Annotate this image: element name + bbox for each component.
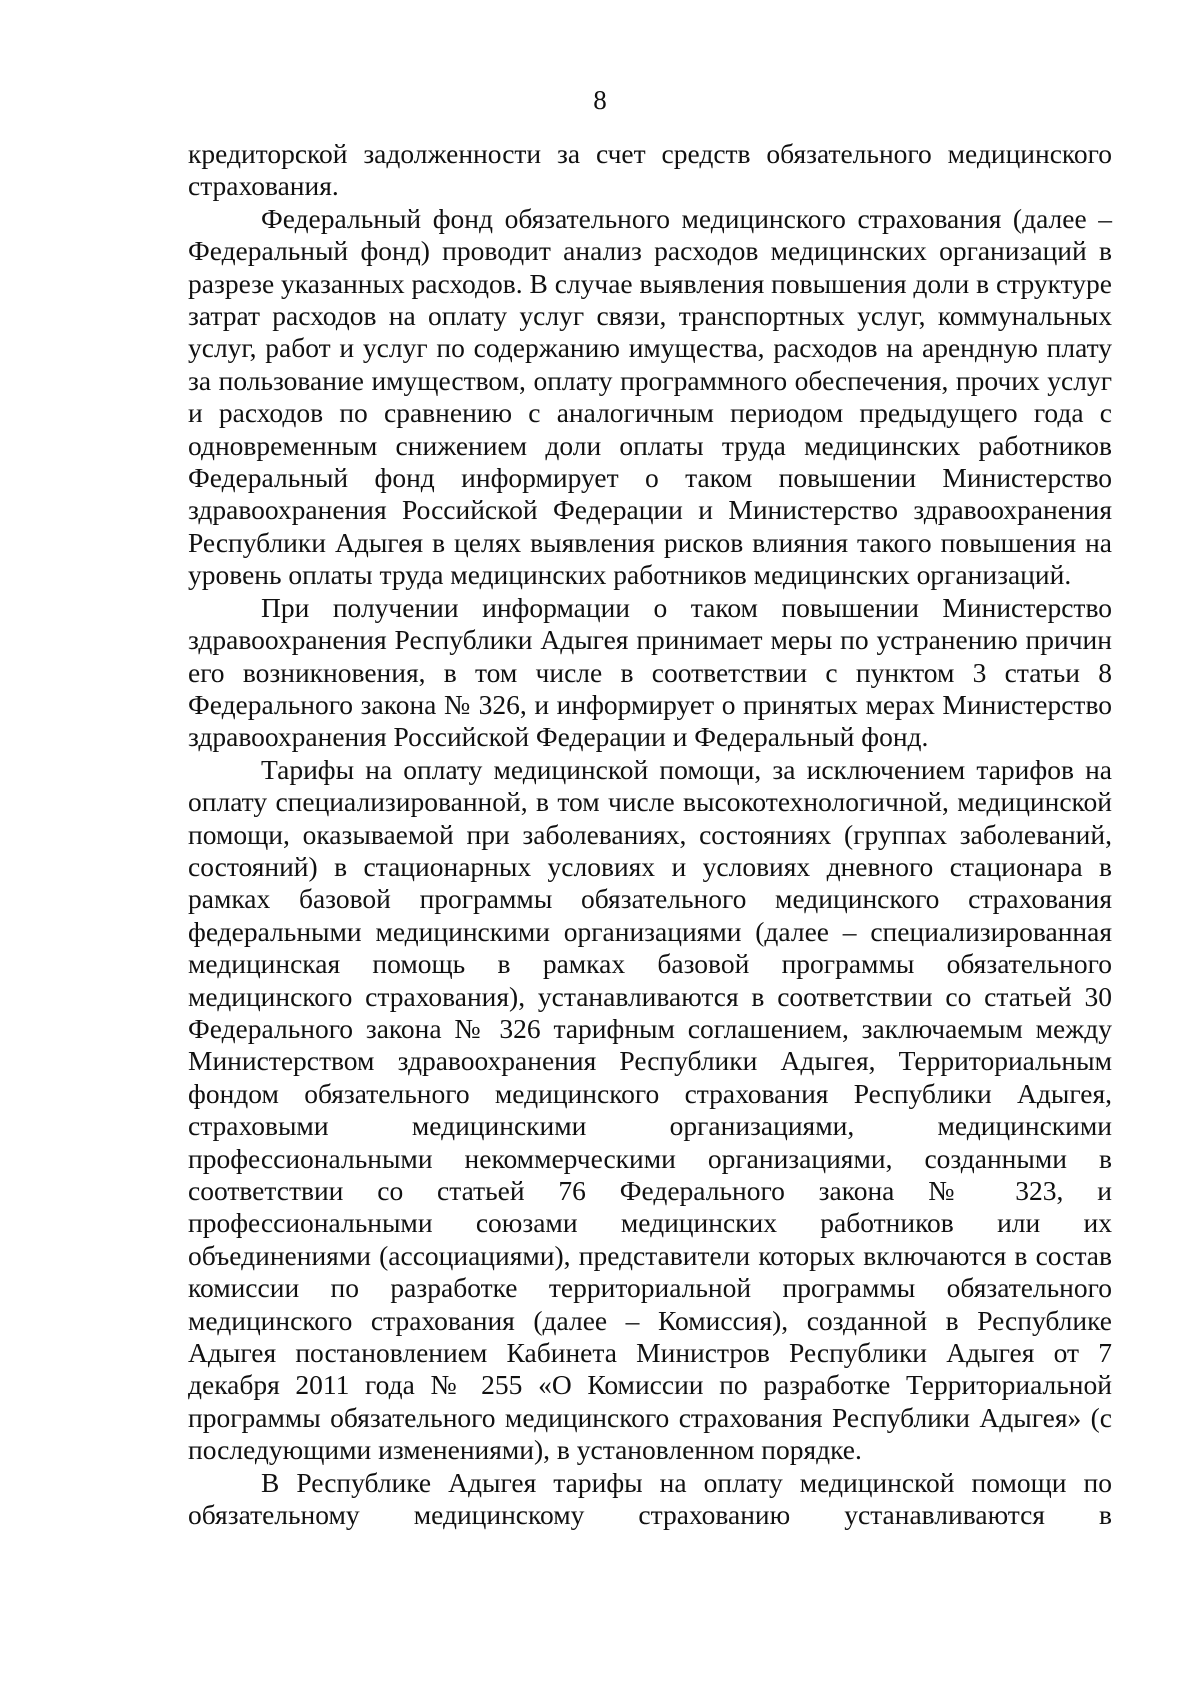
paragraph-1: кредиторской задолженности за счет средств обязательного медицинского страхования. xyxy=(188,138,1112,202)
paragraph-2: Федеральный фонд обязательного медицинского страхования (далее – Федеральный фонд) проводит анализ расходов медицинских организаций в разрезе указанных расходов. В случае выявления повышения доли в структуре затрат расходов на оплату услуг связи, транспортных услуг, коммунальных услуг, работ и услуг по содержанию имущества, расходов на арендную плату за пользование имуществом, оплату программного обеспечения, прочих услуг и расходов по сравнению с аналогичным периодом предыдущего года с одновременным снижением доли оплаты труда медицинских работников Федеральный фонд информирует о таком повышении Министерство здравоохранения Российской Федерации и Министерство здравоохранения Республики Адыгея в целях выявления рисков влияния такого повышения на уровень оплаты труда медицинских работников медицинских организаций. xyxy=(188,202,1113,591)
paragraph-3: При получении информации о таком повышении Министерство здравоохранения Республики Адыгея принимает меры по устранению причин его возникновения, в том числе в соответствии с пунктом 3 статьи 8 Федерального закона № 326, и информирует о принятых мерах Министерство здравоохранения Российской Федерации и Федеральный фонд. xyxy=(188,591,1112,753)
document-body xyxy=(188,138,1112,1531)
paragraph-5: В Республике Адыгея тарифы на оплату медицинской помощи по обязательному медицинскому страхованию устанавливаются в xyxy=(188,1466,1112,1531)
paragraph-4: Тарифы на оплату медицинской помощи, за исключением тарифов на оплату специализированной, в том числе высокотехнологичной, медицинской помощи, оказываемой при заболеваниях, состояниях (группах заболеваний, состояний) в стационарных условиях и условиях дневного стационара в рамках базовой программы обязательного медицинского страхования федеральными медицинскими организациями (далее – специализированная медицинская помощь в рамках базовой программы обязательного медицинского страхования), устанавливаются в соответствии со статьей 30 Федерального закона № 326 тарифным соглашением, заключаемым между Министерством здравоохранения Республики Адыгея, Территориальным фондом обязательного медицинского страхования Республики Адыгея, страховыми медицинскими организациями, медицинскими профессиональными некоммерческими организациями, созданными в соответствии со статьей 76 Федерального закона № 323, и профессиональными союзами медицинских работников или их объединениями (ассоциациями), представители которых включаются в состав комиссии по разработке территориальной программы обязательного медицинского страхования (далее – Комиссия), созданной в Республике Адыгея постановлением Кабинета Министров Республики Адыгея от 7 декабря 2011 года № 255 «О Комиссии по разработке Территориальной программы обязательного медицинского страхования Республики Адыгея» (с последующими изменениями), в установленном порядке. xyxy=(188,753,1112,1466)
page-number: 8 xyxy=(593,85,607,115)
